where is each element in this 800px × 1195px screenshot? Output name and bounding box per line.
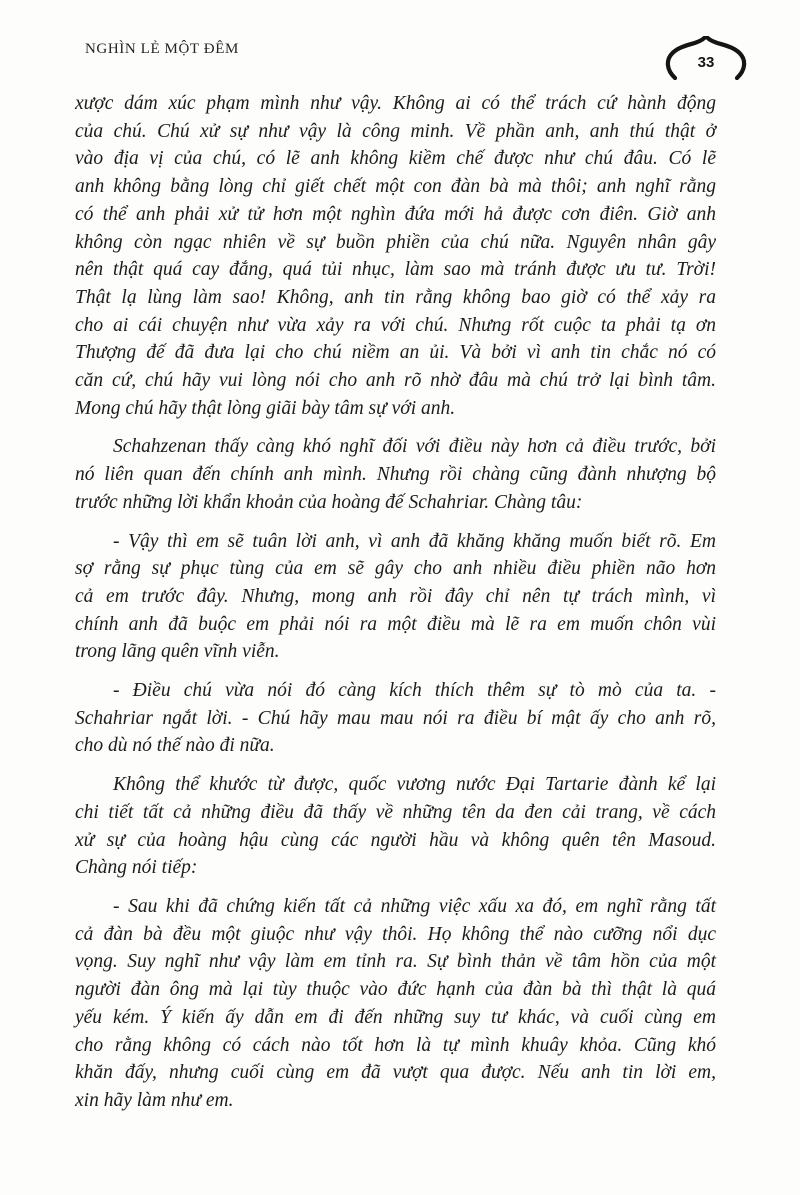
text-line: cả em trước đây. Nhưng, mong anh rồi đây chỉ nên tự trách mình, vì	[75, 585, 716, 607]
text-line: nên thật quá cay đắng, quá tủi nhục, làm sao mà tránh được ưu tư. Trời!	[75, 259, 716, 281]
text-line: Thật lạ lùng làm sao! Không, anh tin rằng không bao giờ có thể xảy ra	[75, 286, 716, 308]
text-line: anh không bằng lòng chỉ giết chết một con đàn bà mà thôi; anh nghĩ rằng	[75, 176, 716, 198]
text-line: - Điều chú vừa nói đó càng kích thích thêm sự tò mò của ta. -	[113, 680, 716, 702]
text-line: Không thể khước từ được, quốc vương nước Đại Tartarie đành kể lại	[113, 774, 716, 796]
paragraph	[75, 771, 716, 882]
text-line: cho dù nó thế nào đi nữa.	[75, 735, 275, 757]
text-line: căn cứ, chú hãy vui lòng nói cho anh rõ nhờ đâu mà chú trở lại bình tâm.	[75, 370, 716, 392]
text-line: - Sau khi đã chứng kiến tất cả những việc xấu xa đó, em nghĩ rằng tất	[113, 895, 716, 917]
text-line: Schahzenan thấy càng khó nghĩ đối với điều này hơn cả điều trước, bởi	[113, 436, 716, 458]
text-line: nó liên quan đến chính anh mình. Nhưng rồi chàng cũng đành nhượng bộ	[75, 464, 716, 486]
text-line: cho ai cái chuyện như vừa xảy ra với chú. Nhưng rốt cuộc ta phải tạ ơn	[75, 314, 716, 336]
page-number-ornament	[664, 36, 748, 80]
text-line: Mong chú hãy thật lòng giãi bày tâm sự với anh.	[75, 397, 456, 419]
text-line: khăn đấy, nhưng cuối cùng em đã vượt qua được. Nếu anh tin lời em,	[75, 1062, 716, 1084]
text-line: cho rằng không có cách nào tốt hơn là tự mình khuây khỏa. Cũng khó	[75, 1034, 716, 1056]
text-line: Chàng nói tiếp:	[75, 857, 198, 879]
paragraph	[75, 677, 716, 760]
text-line: của chú. Chú xử sự như vậy là công minh. Về phần anh, anh thú thật ở	[75, 120, 716, 142]
text-line: yếu kém. Ý kiến ấy dẫn em đi đến những suy tư khác, và cuối cùng em	[75, 1006, 716, 1028]
text-line: Schahriar ngắt lời. - Chú hãy mau mau nói ra điều bí mật ấy cho anh rõ,	[75, 707, 716, 729]
text-line: chi tiết tất cả những điều đã thấy về những tên da đen cải trang, về cách	[75, 801, 716, 823]
paragraph	[75, 893, 716, 1115]
text-line: xược dám xúc phạm mình như vậy. Không ai có thể trách cứ hành động	[75, 93, 716, 114]
text-line: vọng. Suy nghĩ như vậy làm em tỉnh ra. Sự bình thản về tâm hồn của một	[75, 951, 716, 973]
paragraph	[75, 90, 716, 422]
text-line: không còn ngạc nhiên về sự buồn phiền của chú nữa. Nguyên nhân gây	[75, 231, 716, 253]
text-line: có thể anh phải xử tử hơn một nghìn đứa mới hả được cơn điên. Giờ anh	[75, 203, 716, 225]
text-line: vào địa vị của chú, có lẽ anh không kiềm chế được như chú đâu. Có lẽ	[75, 148, 716, 170]
paragraph	[75, 433, 716, 516]
text-line: trong lãng quên vĩnh viễn.	[75, 641, 280, 663]
text-line: người đàn ông mà lại tùy thuộc vào đức hạnh của đàn bà thì thật là quá	[75, 979, 716, 1001]
text-line: sợ rằng sự phục tùng của em sẽ gây cho anh nhiều điều phiền não hơn	[75, 558, 716, 580]
body-text	[75, 90, 716, 1115]
text-line: chính anh đã buộc em phải nói ra một điều mà lẽ ra em muốn chôn vùi	[75, 613, 716, 635]
running-header-title: NGHÌN LẺ MỘT ĐÊM	[85, 41, 239, 57]
page-number: 33	[697, 54, 715, 71]
paragraph	[75, 528, 716, 667]
text-line: - Vậy thì em sẽ tuân lời anh, vì anh đã khăng khăng muốn biết rõ. Em	[113, 530, 716, 552]
text-line: trước những lời khẩn khoản của hoàng đế Schahriar. Chàng tâu:	[75, 491, 583, 513]
text-line: xin hãy làm như em.	[75, 1089, 234, 1111]
text-line: cả đàn bà đều một giuộc như vậy thôi. Họ không thể nào cưỡng nổi dục	[75, 923, 716, 945]
text-line: Thượng đế đã đưa lại cho chú niềm an ủi. Và bởi vì anh tin chắc nó có	[75, 342, 716, 364]
text-line: xử sự của hoàng hậu cùng các người hầu và không quên tên Masoud.	[75, 829, 716, 851]
